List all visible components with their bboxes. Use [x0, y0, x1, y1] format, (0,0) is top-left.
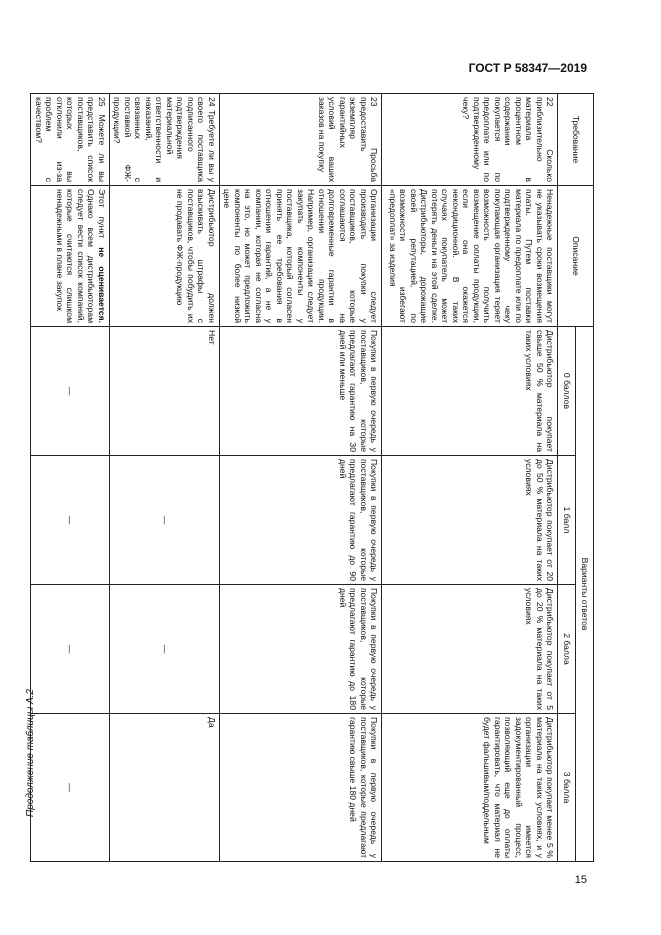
requirement-cell: 25 Можете ли вы представить список поставщиков, которых вы отклонили из-за проблем с качеством?	[31, 94, 109, 186]
score-0-cell: Нет	[109, 327, 219, 456]
table-row	[31, 94, 109, 862]
score-3-cell: Покупки в первую очередь у поставщиков, которые предлагают гарантию свыше 180 дней	[219, 714, 381, 862]
standard-number: ГОСТ Р 58347—2019	[468, 61, 587, 75]
description-emphasis: не оценивается.	[96, 247, 107, 323]
score-2-cell: —	[109, 585, 219, 714]
score-3-cell: Да	[109, 714, 219, 862]
description-cell	[31, 186, 109, 327]
header-score-1: 1 балл	[558, 456, 576, 585]
requirement-cell: 24 Требуете ли вы у своего поставщика подписанного подтверждения материальной ответственности и наказаний, связанных с поставкой ФЖ-продукции?	[109, 94, 219, 186]
description-cell: Дистрибьютор должен взыскивать штрафы с поставщиков, чтобы побудить их не продавать ФЖ-продукцию	[109, 186, 219, 327]
header-requirement: Требование	[558, 94, 594, 186]
table-caption: Продолжение таблицы А.2	[25, 689, 36, 817]
score-2-cell: Покупки в первую очередь у поставщиков, которые предлагают гарантию до 180 дней	[219, 585, 381, 714]
score-1-cell: Дистрибьютор покупает от 20 до 50 % материала на таких условиях	[382, 456, 558, 585]
score-0-cell: Покупки в первую очередь у поставщиков, которые предлагают гарантию на 30 дней или меньше	[219, 327, 381, 456]
score-0-cell: Дистрибьютор покупает свыше 50 % материала на таких условиях	[382, 327, 558, 456]
score-2-cell: —	[31, 585, 109, 714]
table-row	[382, 94, 558, 862]
requirement-cell: 22 Сколько приблизительно материала в процентном содержании покупается по предоплате или по подтвержденному чеку?	[382, 94, 558, 186]
score-1-cell: —	[109, 456, 219, 585]
rotated-table	[33, 93, 594, 861]
requirements-table	[31, 93, 595, 862]
table-row	[219, 94, 381, 862]
score-2-cell: Дистрибьютор покупает от 5 до 20 % материала на таких условиях	[382, 585, 558, 714]
description-cell: Ненадежные поставщики могут не указывать сроки возмещения платы. Путем поставки материала по предоплате или по подтвержденному чеку покупающая организация теряет возможность получить возмещение оплаты продукции, если она окажется некондиционной. В таких случаях покупатель может потерять деньги на этой сделке. Дистрибьюторы, дорожащие своей репутацией, по возможности избегают «предоплат» за изделия	[382, 186, 558, 327]
score-1-cell: —	[31, 456, 109, 585]
table-row	[109, 94, 219, 862]
score-3-cell: —	[31, 714, 109, 862]
header-score-2: 2 балла	[558, 585, 576, 714]
header-score-3: 3 балла	[558, 714, 576, 862]
header-variants: Варианты ответов	[576, 327, 594, 862]
description-text: Этот пункт	[96, 189, 107, 248]
header-description: Описание	[558, 186, 594, 327]
score-1-cell: Покупки в первую очередь у поставщиков, которые предлагают гарантию до 90 дней	[219, 456, 381, 585]
page-number: 15	[574, 874, 587, 886]
header-score-0: 0 баллов	[558, 327, 576, 456]
description-text: Однако всем дистрибьюторам следует вести список компаний, которые считаются слишком ненадежными в плане закупок	[54, 189, 97, 323]
description-cell: Организации следует производить покупки у поставщиков, которые соглашаются на долговременные гарантии в отношении продукции. Например, организации следует закупать компоненты у поставщика, который согласен принять ее требования в отношении гарантий, а не у компании, которая не согласна на это, но может предложить компоненты по более низкой цене	[219, 186, 381, 327]
requirement-cell: 23 Просьба предоставить экземпляр гарантийных условий ваших заказов на покупку	[219, 94, 381, 186]
score-0-cell: —	[31, 327, 109, 456]
score-3-cell: Дистрибьютор покупает менее 5 % материала на таких условиях, и у организации имеется задокументированный процесс, позволяющий еще до оплаты гарантировать, что материал не будет фальшивым/поддельным	[382, 714, 558, 862]
